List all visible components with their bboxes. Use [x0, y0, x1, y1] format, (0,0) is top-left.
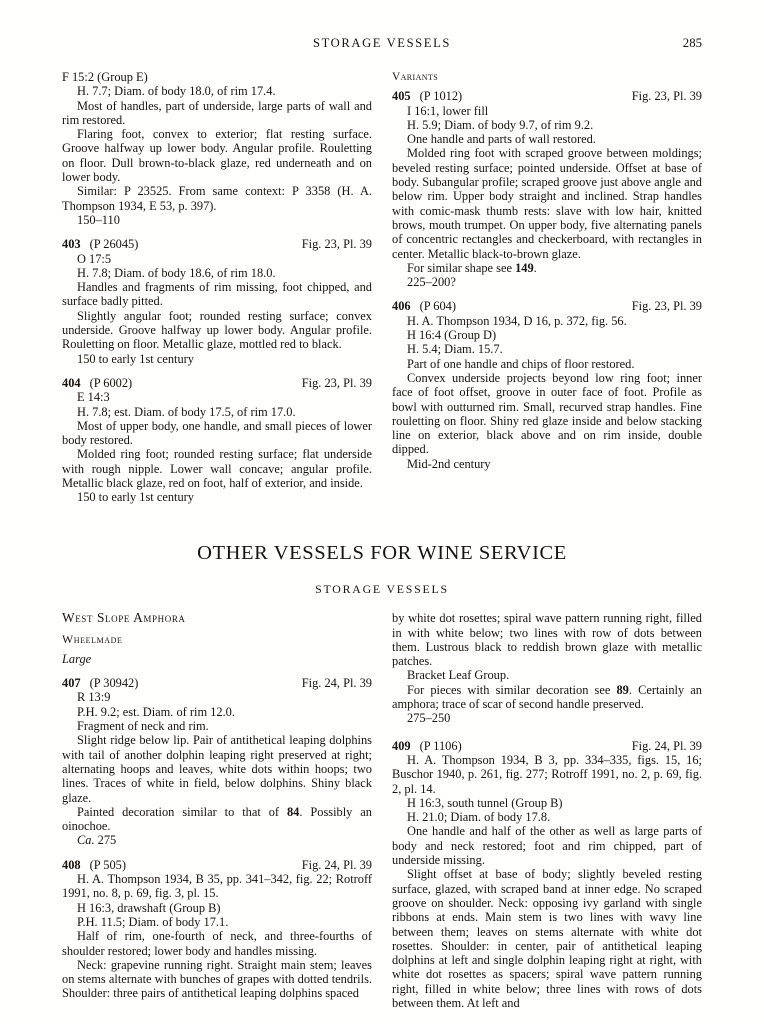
entry-description: Neck: grapevine running right. Straight main stem; leaves on stems alternate with bunches of grapes with dotted tendrils. Shoulder: three pairs of antithetical leaping dolphins spaced: [62, 957, 372, 1001]
entry-header: [392, 739, 702, 753]
catalog-entry-408: [62, 858, 372, 1001]
entry-number: 405: [392, 89, 411, 104]
entry-bibliography: H. A. Thompson 1934, B 3, pp. 334–335, figs. 15, 16; Buschor 1940, p. 261, fig. 277; Rotroff 1991, no. 2, p. 69, fig. 2, pl. 14.: [392, 752, 702, 796]
entry-inventory: (P 26045): [89, 237, 139, 252]
catalog-entry-406: [392, 299, 702, 471]
page-number: 285: [682, 36, 702, 50]
entry-figure-ref: Fig. 23, Pl. 39: [631, 89, 702, 104]
variants-heading: Variants: [392, 71, 439, 83]
entry-dimensions: H. 7.8; est. Diam. of body 17.5, of rim 17.0.: [77, 404, 296, 419]
entry-figure-ref: Fig. 23, Pl. 39: [631, 299, 702, 314]
column-left-bottom: [62, 611, 372, 1010]
entry-number: 407: [62, 676, 81, 691]
page-header: [62, 36, 702, 52]
continuation-paragraph: by white dot rosettes; spiral wave pattern running right, filled in with white below; two lines with row of dots between them. Lustrous black to reddish brown glaze with metallic patches.: [392, 611, 702, 669]
entry-dimensions: H. 7.7; Diam. of body 18.0, of rim 17.4.: [77, 84, 276, 99]
ware-group-heading: West Slope Amphora: [62, 610, 186, 626]
cross-reference: 89: [616, 682, 629, 697]
entry-condition: Most of upper body, one handle, and small pieces of lower body restored.: [62, 418, 372, 448]
entry-description: Molded ring foot with scraped groove between moldings; beveled resting surface; pointed underside. Offset at base of body. Subangular profile; scraped groove just above angle and below rim. Upper body straight and inclined. Strap handles with comic-mask thumb rests: slave with low hair, knitted brows, mouth trumpet. On upper body, five alternating panels of concentric rectangles and checkerboard, with rectangles in center. Metallic black-to-brown glaze.: [392, 146, 702, 261]
entry-figure-ref: Fig. 23, Pl. 39: [301, 237, 372, 252]
entry-bibliography: H. A. Thompson 1934, D 16, p. 372, fig. 56.: [407, 313, 627, 328]
entry-date: 150–110: [77, 212, 120, 227]
entry-date: 225–200?: [407, 275, 456, 290]
entry-number: 408: [62, 857, 81, 872]
entry-inventory: (P 604): [419, 299, 456, 314]
entry-number: 403: [62, 237, 81, 252]
entry-description: Convex underside projects beyond low ring foot; inner face of foot offset, groove in outer face of foot. Profile as bowl with outturned rim. Small, recurved strap handles. Fine rouletting on floor. Shiny red glaze inside and below stacking line on exterior, black above and on rim inside, double dipped.: [392, 370, 702, 457]
entry-description: Slight ridge below lip. Pair of antithetical leaping dolphins with tail of another dolphin leaping right preserved at right; alternating hoops and leaves, white dots within hoops; two lines. Traces of white in field, below dolphins. Shiny black glaze.: [62, 733, 372, 805]
entry-note: [392, 683, 702, 712]
entry-dimensions: H. 7.8; Diam. of body 18.6, of rim 18.0.: [77, 265, 276, 280]
entry-condition: Most of handles, part of underside, large parts of wall and rim restored.: [62, 98, 372, 127]
catalog-entry-407: [62, 676, 372, 848]
entry-condition: Handles and fragments of rim missing, foot chipped, and surface badly pitted.: [62, 280, 372, 309]
entry-inventory: (P 505): [89, 857, 126, 872]
entry-condition: Fragment of neck and rim.: [77, 719, 209, 734]
entry-note: [392, 261, 702, 275]
entry-date: 150 to early 1st century: [77, 351, 194, 366]
column-left-top: [62, 70, 372, 541]
entry-number: 404: [62, 375, 81, 390]
entry-dimensions: P.H. 11.5; Diam. of body 17.1.: [77, 914, 229, 929]
entry-header: [62, 858, 372, 872]
catalog-entry-f152: [62, 70, 372, 227]
entry-date: [62, 833, 372, 847]
entry-inventory: (P 1106): [419, 738, 462, 753]
entry-deposit: I 16:1, lower fill: [407, 103, 489, 118]
entry-figure-ref: Fig. 24, Pl. 39: [301, 676, 372, 691]
entry-dimensions: P.H. 9.2; est. Diam. of rim 12.0.: [77, 704, 235, 719]
entry-description: Molded ring foot; rounded resting surface; flat underside with rough nipple. Lower wall concave; angular profile. Metallic black glaze, red on foot, half of exterior, and inside.: [62, 447, 372, 491]
entry-condition: Part of one handle and chips of floor restored.: [407, 356, 635, 371]
entry-bibliography: H. A. Thompson 1934, B 35, pp. 341–342, fig. 22; Rotroff 1991, no. 8, p. 69, fig. 3, pl. 15.: [62, 872, 372, 901]
note-text: Painted decoration similar to that of: [77, 804, 287, 819]
entry-figure-ref: Fig. 24, Pl. 39: [631, 738, 702, 753]
entry-deposit: F 15:2 (Group E): [62, 70, 148, 84]
column-right-top: [392, 70, 702, 541]
size-class-heading: Large: [62, 651, 92, 666]
entry-deposit: O 17:5: [77, 251, 112, 266]
entry-date: Mid-2nd century: [407, 456, 491, 471]
page-body: [62, 70, 702, 1010]
entry-figure-ref: Fig. 24, Pl. 39: [301, 857, 372, 872]
entry-deposit: R 13:9: [77, 690, 111, 705]
technique-heading: Wheelmade: [62, 631, 123, 646]
catalog-entry-405: [392, 89, 702, 289]
note-text: For similar shape see: [407, 260, 516, 275]
entry-header: [62, 376, 372, 390]
entry-description: Slightly angular foot; rounded resting surface; convex underside. Groove halfway up lower body. Angular profile. Rouletting on floor. Metallic glaze, mottled red to black.: [62, 308, 372, 352]
entry-dimensions: H. 5.9; Diam. of body 9.7, of rim 9.2.: [407, 117, 594, 132]
entry-figure-ref: Fig. 23, Pl. 39: [301, 375, 372, 390]
date-text: 275: [94, 833, 117, 848]
entry-inventory: (P 6002): [89, 375, 133, 390]
entry-deposit: E 14:3: [77, 390, 110, 405]
entry-note: [62, 805, 372, 834]
entry-header: [392, 299, 702, 313]
entry-deposit: H 16:4 (Group D): [407, 328, 497, 343]
note-text: . Possibly an oinochoe.: [62, 804, 372, 834]
bottom-columns: [62, 611, 702, 1010]
entry-condition: One handle and parts of wall restored.: [407, 132, 596, 147]
entry-comparanda: Similar: P 23525. From same context: P 3358 (H. A. Thompson 1934, E 53, p. 397).: [62, 184, 372, 213]
entry-number: 409: [392, 738, 411, 753]
entry-condition: Half of rim, one-fourth of neck, and three-fourths of shoulder restored; lower body and handles missing.: [62, 929, 372, 958]
note-text: . Certainly an amphora; trace of scar of second handle preserved.: [392, 682, 702, 712]
entry-inventory: (P 30942): [89, 676, 139, 691]
catalog-entry-404: [62, 376, 372, 505]
date-circa: Ca.: [77, 833, 95, 848]
entry-dimensions: H. 5.4; Diam. 15.7.: [407, 342, 503, 357]
top-columns: [62, 70, 702, 541]
entry-deposit: H 16:3, south tunnel (Group B): [407, 795, 563, 810]
group-attribution: Bracket Leaf Group.: [407, 668, 510, 683]
entry-description: Slight offset at base of body; slightly beveled resting surface, glazed, with scraped band at inner edge. No scraped groove on shoulder. Neck: opposing ivy garland with single ribbons at ends. Main stem is two lines with wavy line between them; leaves on stems alternate with white dot rosettes. Shoulder: in center, pair of antithetical leaping dolphins at left and single dolphin leaping right at right, with white dot rosettes as spacers; spiral wave pattern running right, filled in white below; three lines with rows of dots between them. At left and: [392, 867, 702, 1011]
entry-inventory: (P 1012): [419, 89, 463, 104]
cross-reference: 149: [515, 260, 534, 275]
note-text: For pieces with similar decoration see: [407, 682, 617, 697]
entry-dimensions: H. 21.0; Diam. of body 17.8.: [407, 810, 551, 825]
section-title: OTHER VESSELS FOR WINE SERVICE: [197, 542, 567, 564]
entry-date: 275–250: [407, 711, 451, 726]
section-subtitle: STORAGE VESSELS: [315, 582, 449, 596]
cross-reference: 84: [286, 804, 300, 819]
catalog-entry-403: [62, 237, 372, 366]
entry-deposit: H 16:3, drawshaft (Group B): [77, 900, 221, 915]
entry-number: 406: [392, 299, 411, 314]
entry-header: [62, 676, 372, 690]
entry-description: Flaring foot, convex to exterior; flat resting surface. Groove halfway up lower body. Angular profile. Rouletting on floor. Dull brown-to-black glaze, red underneath and on lower body.: [62, 127, 372, 185]
catalog-entry-409: [392, 739, 702, 1011]
entry-header: [62, 237, 372, 251]
entry-header: [392, 89, 702, 103]
entry-condition: One handle and half of the other as well as large parts of body and neck restored; foot and rim chipped, part of underside missing.: [392, 824, 702, 868]
note-text: .: [533, 260, 537, 275]
column-right-bottom: [392, 611, 702, 1010]
running-head: STORAGE VESSELS: [313, 36, 451, 50]
entry-date: 150 to early 1st century: [77, 490, 194, 505]
